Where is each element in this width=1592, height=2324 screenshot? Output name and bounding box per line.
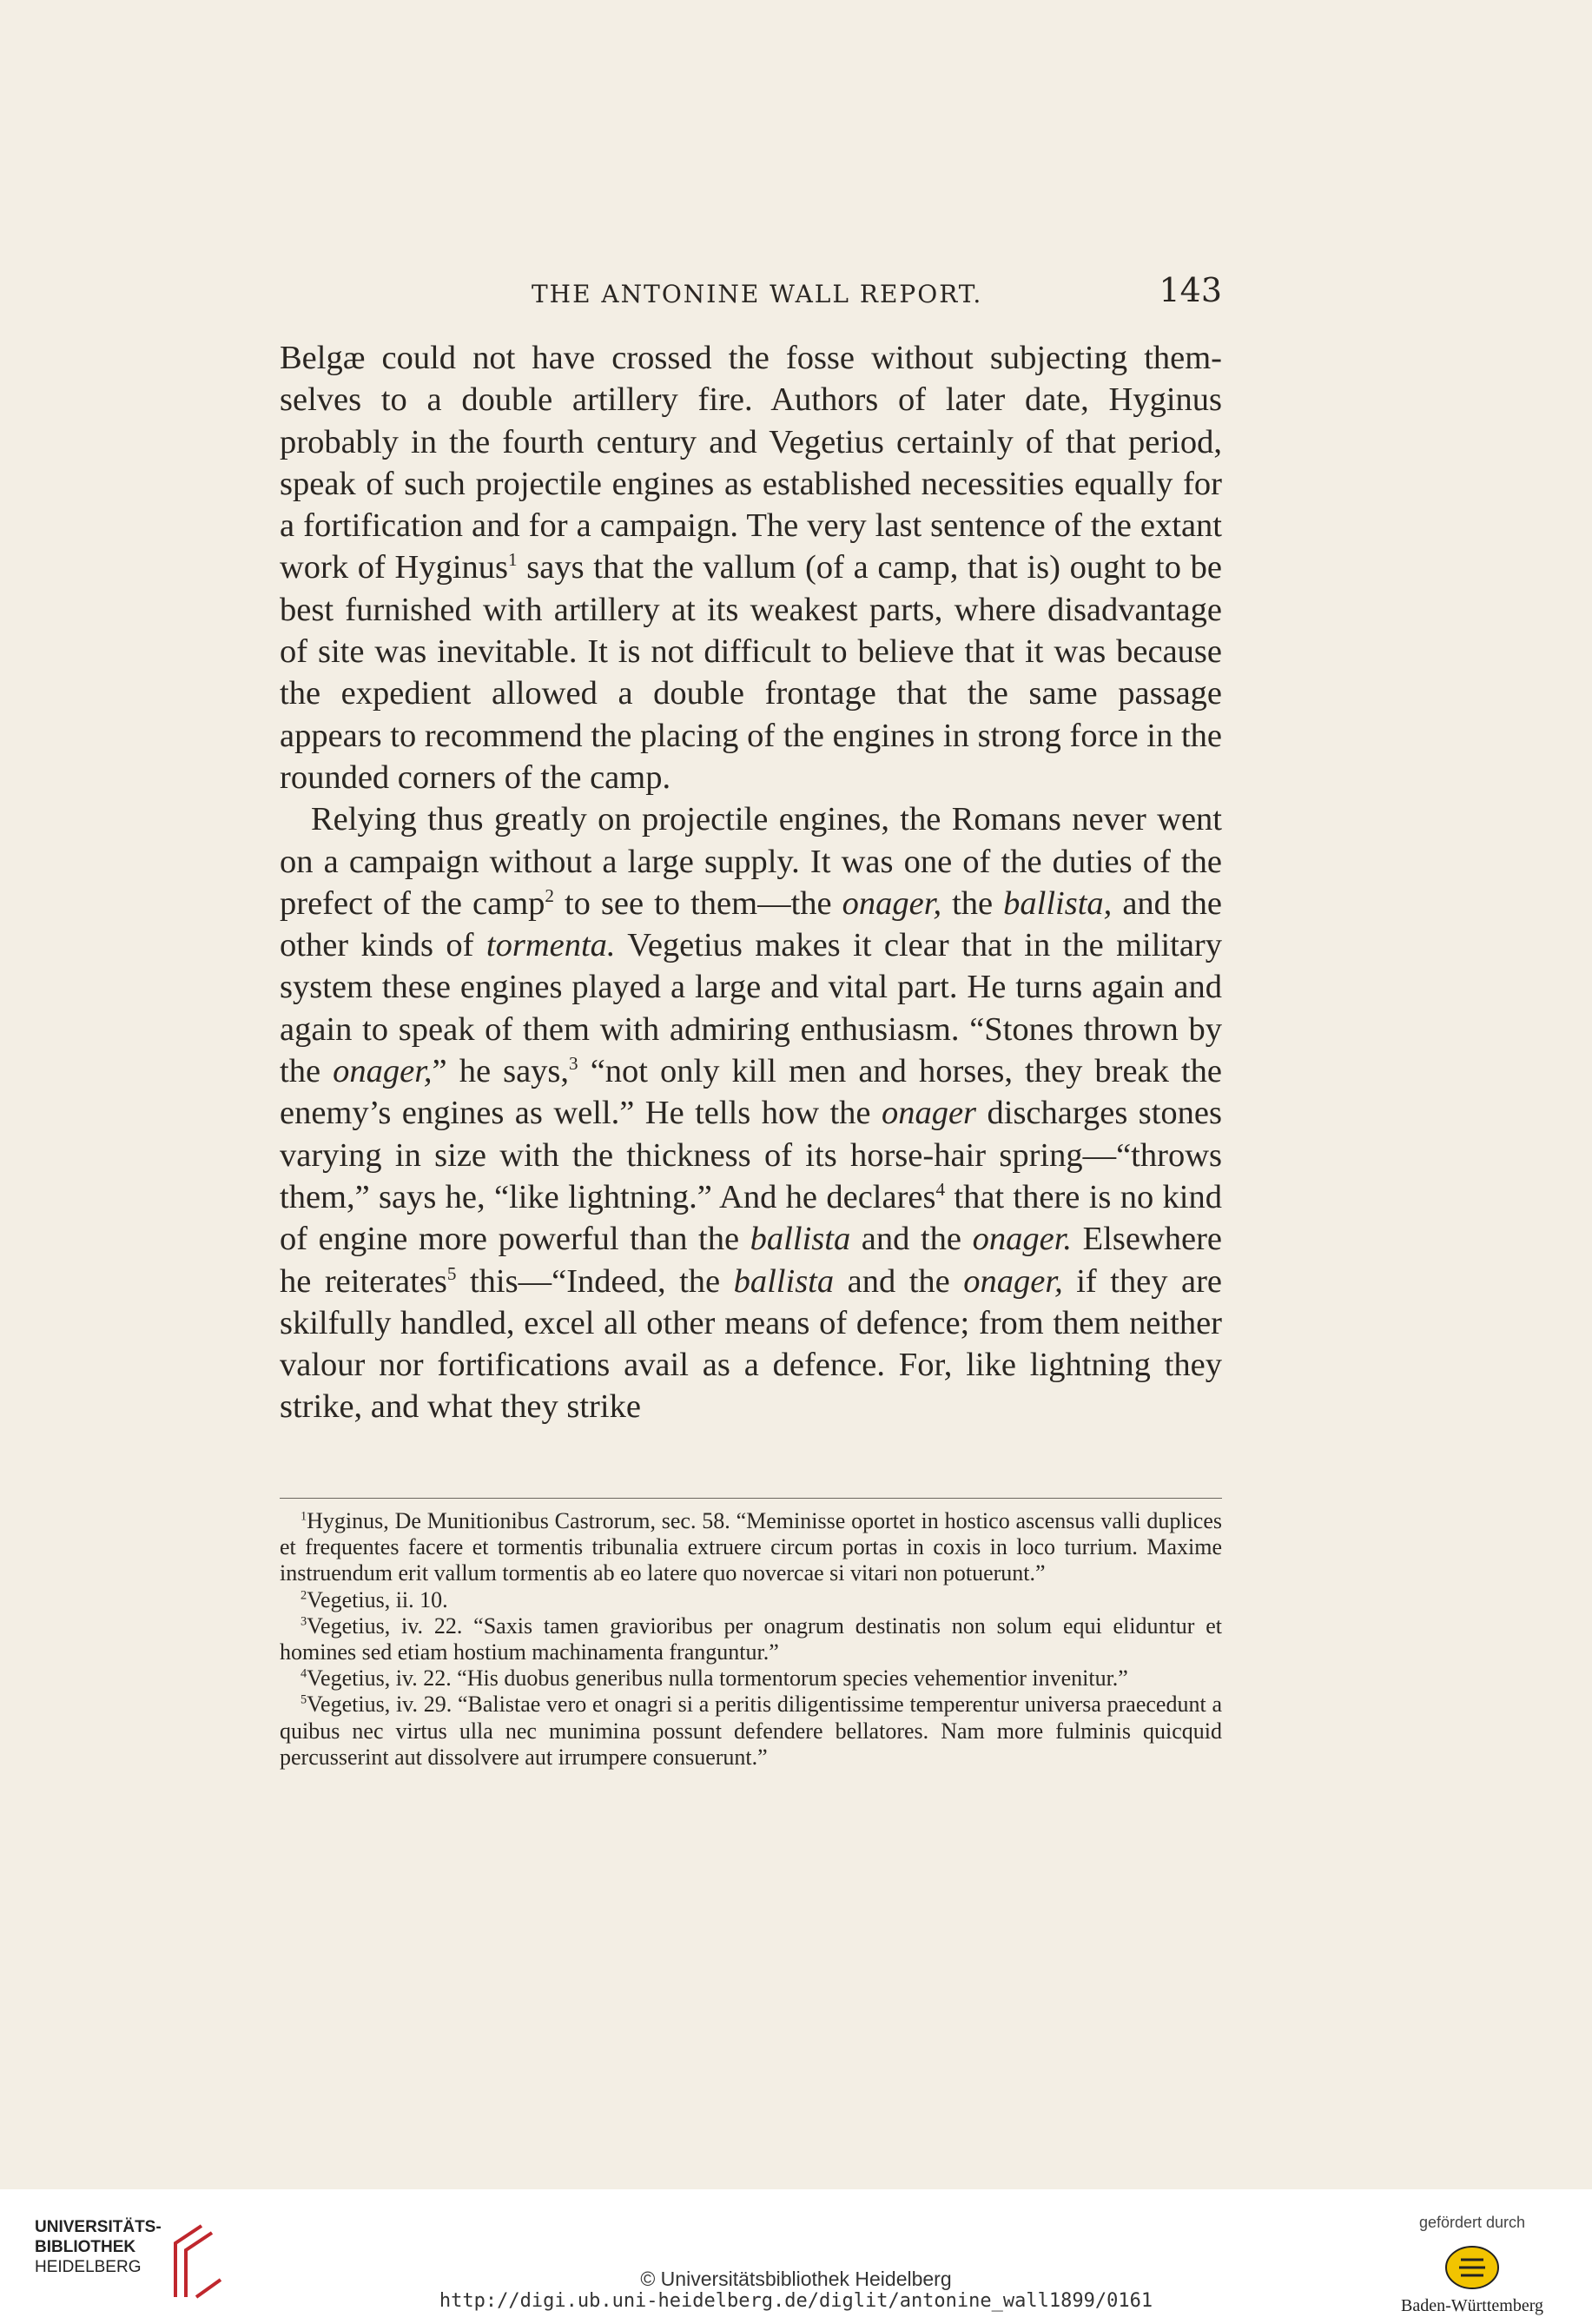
sponsor-block [1385, 2214, 1559, 2318]
permalink[interactable]: http://digi.ub.uni-heidelberg.de/diglit/antonine_wall1899/0161 [439, 2290, 1153, 2312]
library-logo[interactable]: UNIVERSITÄTS- BIBLIOTHEK HEIDELBERG [35, 2217, 243, 2313]
footnote: $^3$Vegetius, iv. 22. “Saxis tamen gravioribus per onagrum destinatis non solum equi eliduntur et homines sed etiam hostium machinamenta franguntur.” [280, 1612, 1222, 1665]
page-number: 143 [1159, 271, 1222, 309]
running-title: THE ANTONINE WALL REPORT. [532, 280, 983, 308]
paragraph-2: Relying thus greatly on projectile engines, the Romans never went on a campaign without a large supply. It was one of the duties of the prefect of the camp$^2$ to see to them—the onager, the ballista, and the other kinds of tormenta. Vegetius makes it clear that in the military system these engines played a large and vital part. He turns again and again to speak of them with admiring enthusiasm. “Stones thrown by the onager,” he says,$^3$ “not only kill men and horses, they break the enemy’s engines as well.” He tells how the onager discharges stones varying in size with the thickness of its horse-hair spring—“throws them,” says he, “like lightning.” And he declares$^4$ that there is no kind of engine more powerful than the ballista and the onager. Elsewhere he reiterates$^5$ this—“Indeed, the ballista and the onager, if they are skilfully handled, excel all other means of defence; from them neither valour nor fortifications avail as a defence. For, like lightning they strike, and what they strike [280, 801, 1222, 1426]
running-header [280, 271, 1222, 315]
sponsor-label: gefördert durch [1418, 2214, 1526, 2231]
footnote-ref[interactable]: 1 [508, 549, 518, 571]
copyright-text: © Universitätsbibliothek Heidelberg [640, 2268, 952, 2290]
sponsor-name: Baden-Württemberg [1400, 2296, 1543, 2315]
footnote: $^1$Hyginus, De Munitionibus Castrorum, sec. 58. “Meminisse oportet in hostico ascensus valli duplices et frequentes facere et tormentis tribunalia extruere circum portas in coxis in loco turrium. Maxime instruendum erit vallum tormentis ab eo latere quo novercae si vitari non potuerunt.” [280, 1508, 1222, 1586]
footnote-divider [280, 1498, 1222, 1499]
footnote-ref[interactable]: 2 [545, 885, 554, 907]
footnotes [280, 1508, 1222, 1771]
coat-of-arms-icon [1442, 2244, 1503, 2291]
footnote: $^2$Vegetius, ii. 10. [301, 1586, 448, 1612]
paragraph-1: Belgæ could not have crossed the fosse without subjecting them-selves to a double artillery fire. Authors of later date, Hyginus probably in the fourth century and Vegetius certainly of that period, speak of such projectile engines as established necessities equally for a fortification and for a campaign. The very last sentence of the extant work of Hyginus$^1$ says that the vallum (of a camp, that is) ought to be best furnished with artillery at its weakest parts, where disadvantage of site was inevitable. It is not difficult to believe that it was because the expedient allowed a double frontage that the same passage appears to recommend the placing of the engines in strong force in the rounded corners of the camp. [280, 340, 1222, 796]
copyright-block [0, 2268, 1592, 2313]
viewer-footer [0, 2189, 1592, 2324]
footnote-ref[interactable]: 4 [935, 1179, 946, 1201]
body-text [280, 337, 1222, 1428]
footnote: $^4$Vegetius, iv. 22. “His duobus generibus nulla tormentorum species vehementior invenitur.” [301, 1665, 1128, 1692]
footnote-ref[interactable]: 5 [446, 1262, 457, 1284]
footnote-ref[interactable]: 3 [569, 1053, 578, 1075]
footnote: $^5$Vegetius, iv. 29. “Balistae vero et onagri si a peritis diligentissime temperentur universa praecedunt a quibus nec virtus ulla nec munimina possunt defendere bellatores. Nam more fulminis quicquid percusserint aut dissolvere aut irrumpere consuerunt.” [280, 1692, 1222, 1770]
